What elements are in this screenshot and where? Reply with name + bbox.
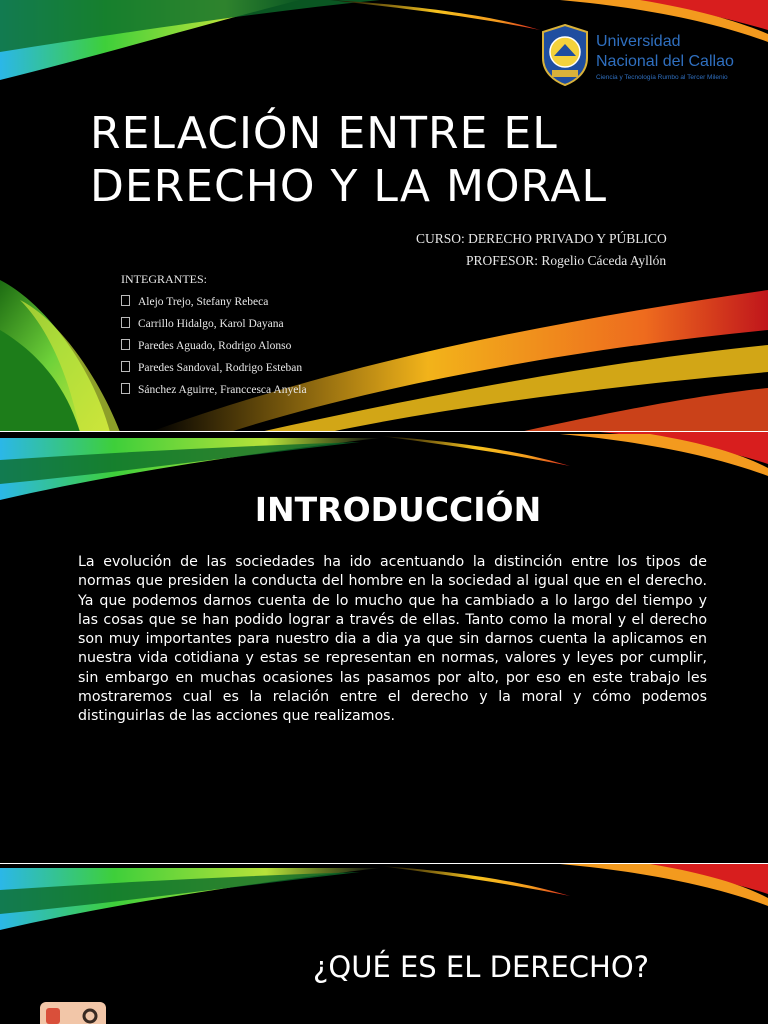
member-name: Paredes Aguado, Rodrigo Alonso: [138, 340, 292, 352]
introduction-body: La evolución de las sociedades ha ido acentuando la distinción entre los tipos de normas que presiden la conducta del hombre en la sociedad al igual que en el derecho. Ya que podemos darnos cuenta de lo mucho que ha cambiado a lo largo del tiempo y las cosas que se han podido lograr a través de ellas. Tanto como la moral y el derecho son muy importantes para nuestro dia a dia ya que sin darnos cuenta la aplicamos en nuestra vida cotidiana y estas se representan en normas, valores y leyes por cumplir, sin embargo en muchas ocasiones las pasamos por alto, por eso en este trabajo les mostraremos cual es la relación entre el derecho y la moral y cómo podemos distinguirlas de las acciones que realizamos.: [78, 554, 707, 725]
university-tagline: Ciencia y Tecnología Rumbo al Tercer Milenio: [596, 74, 728, 81]
title-line-2: DERECHO Y LA MORAL: [90, 160, 607, 212]
university-name-line1: Universidad: [596, 33, 681, 50]
member-name: Carrillo Hidalgo, Karol Dayana: [138, 318, 284, 330]
bullet-icon: [121, 317, 130, 328]
id-card-icon: [38, 998, 108, 1024]
list-item: [121, 294, 307, 316]
members-list: [121, 294, 307, 404]
bullet-icon: [121, 295, 130, 306]
university-logo: [540, 24, 750, 90]
bullet-icon: [121, 383, 130, 394]
derecho-slide: [0, 864, 768, 1024]
derecho-heading: ¿QUÉ ES EL DERECHO?: [313, 950, 650, 984]
introduction-heading: INTRODUCCIÓN: [254, 490, 542, 529]
university-name-line2: Nacional del Callao: [596, 53, 734, 70]
professor-text: PROFESOR: Rogelio Cáceda Ayllón: [466, 253, 667, 268]
bullet-icon: [121, 339, 130, 350]
presentation-title: [90, 108, 607, 214]
list-item: [121, 360, 307, 382]
bullet-icon: [121, 361, 130, 372]
list-item: [121, 316, 307, 338]
member-name: Paredes Sandoval, Rodrigo Esteban: [138, 362, 303, 374]
list-item: [121, 382, 307, 404]
list-item: [121, 338, 307, 360]
member-name: Sánchez Aguirre, Franccesca Anyela: [138, 384, 307, 396]
title-slide: [0, 0, 768, 432]
introduction-slide: [0, 432, 768, 864]
course-text: CURSO: DERECHO PRIVADO Y PÚBLICO: [416, 231, 667, 246]
members-label: INTEGRANTES:: [121, 272, 207, 286]
university-seal-icon: [540, 24, 590, 86]
title-line-1: RELACIÓN ENTRE EL: [90, 108, 558, 159]
member-name: Alejo Trejo, Stefany Rebeca: [138, 296, 269, 308]
decorative-swoosh-background: [0, 864, 768, 1024]
